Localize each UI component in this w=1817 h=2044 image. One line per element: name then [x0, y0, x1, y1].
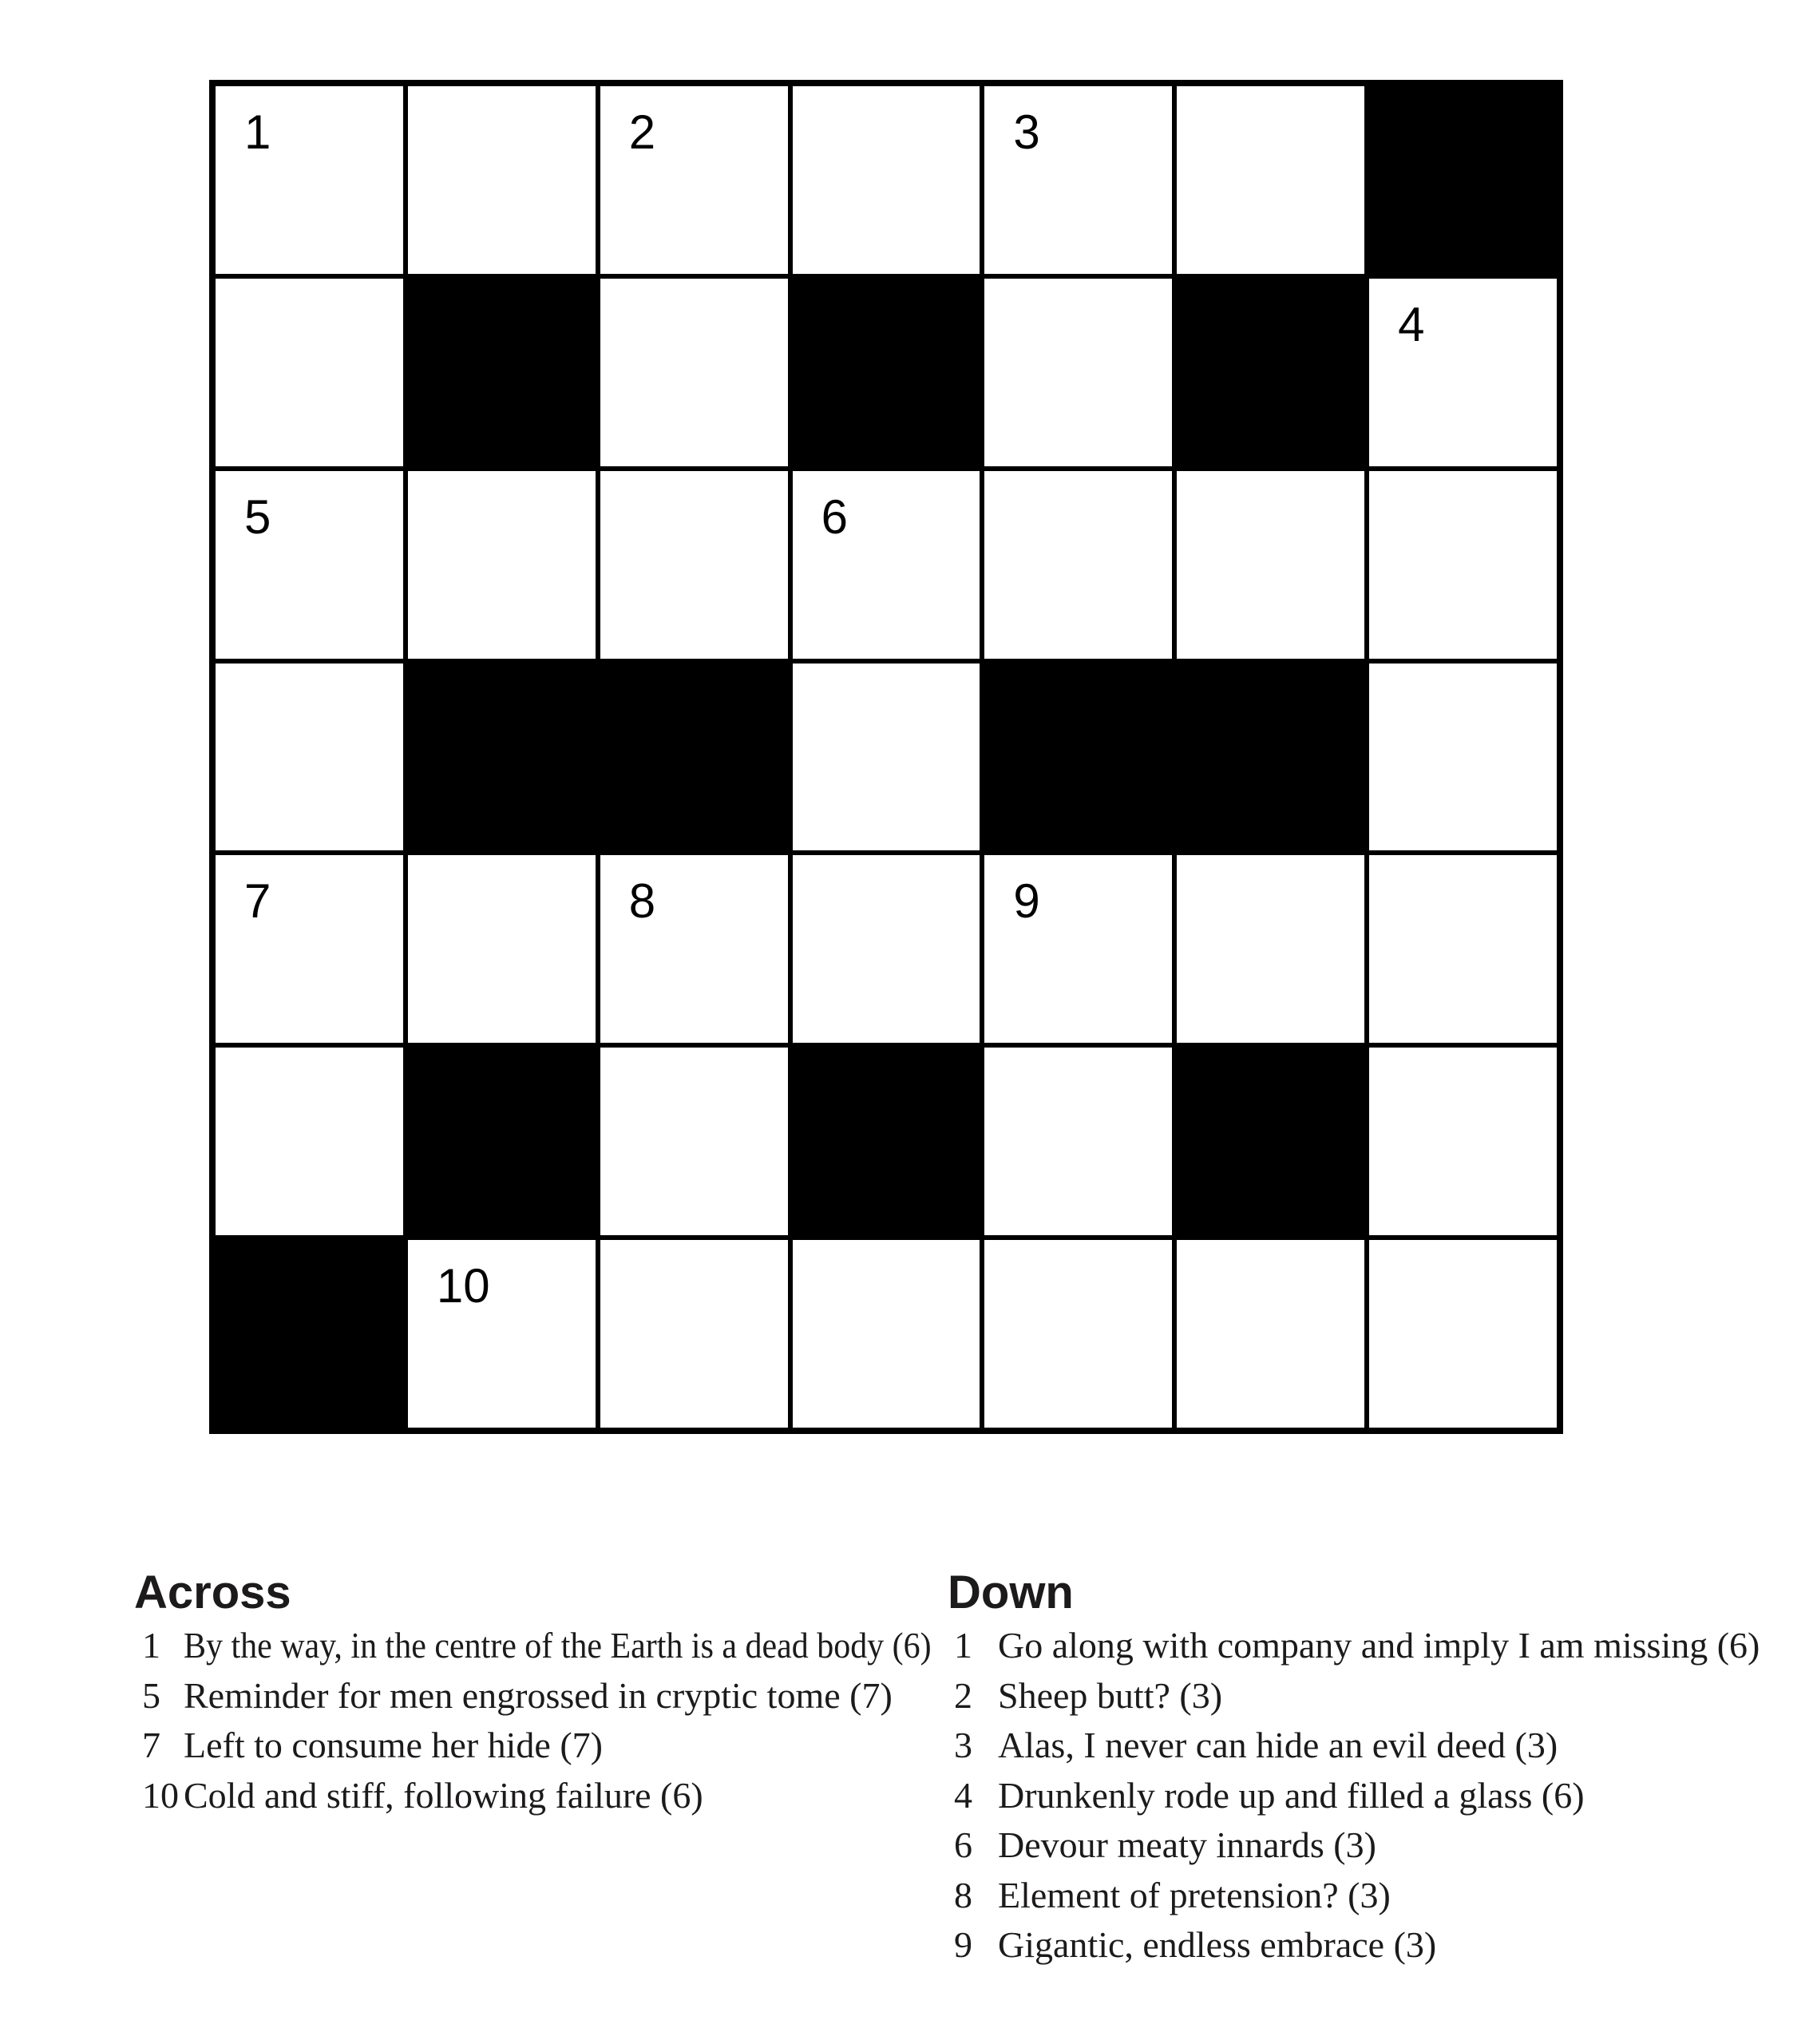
clue-text: Drunkenly rode up and filled a glass (6) [998, 1774, 1585, 1816]
cell-number: 3 [1013, 105, 1040, 159]
cell-number: 9 [1013, 874, 1040, 929]
grid-cell-r2c3[interactable] [600, 279, 788, 466]
grid-cell-r5c4[interactable] [793, 855, 980, 1043]
clue-across-7 [142, 1721, 1004, 1771]
black-cell-r6c6 [1177, 1048, 1364, 1235]
grid-cell-r7c2[interactable] [408, 1240, 596, 1428]
cell-number: 2 [628, 105, 656, 159]
black-cell-r4c5 [984, 664, 1172, 851]
clue-number: 7 [142, 1725, 160, 1765]
grid-cell-r7c4[interactable] [793, 1240, 980, 1428]
cell-number: 7 [244, 874, 271, 929]
black-cell-r4c6 [1177, 664, 1364, 851]
grid-cell-r5c1[interactable] [216, 855, 403, 1043]
grid-cell-r2c5[interactable] [984, 279, 1172, 466]
black-cell-r2c6 [1177, 279, 1364, 466]
black-cell-r4c3 [600, 664, 788, 851]
clue-down-1 [954, 1621, 1760, 1671]
cell-number: 1 [244, 105, 271, 159]
grid-cell-r7c6[interactable] [1177, 1240, 1364, 1428]
cell-number: 8 [628, 874, 656, 929]
clue-number: 3 [954, 1725, 972, 1765]
clue-number: 6 [954, 1824, 972, 1865]
grid-cell-r5c6[interactable] [1177, 855, 1364, 1043]
clue-down-2 [954, 1671, 1760, 1721]
black-cell-r1c7 [1369, 86, 1557, 274]
black-cell-r2c2 [408, 279, 596, 466]
clue-down-9 [954, 1920, 1760, 1971]
clue-down-3 [954, 1721, 1760, 1771]
grid-cell-r5c7[interactable] [1369, 855, 1557, 1043]
grid-cell-r7c3[interactable] [600, 1240, 788, 1428]
grid-cell-r3c6[interactable] [1177, 471, 1364, 659]
clue-number: 1 [142, 1625, 160, 1666]
clue-across-1 [142, 1621, 1004, 1671]
clue-number: 2 [954, 1674, 972, 1716]
cell-number: 6 [821, 489, 848, 544]
clue-number: 8 [954, 1874, 972, 1915]
grid-cell-r3c1[interactable] [216, 471, 403, 659]
clue-text: Gigantic, endless embrace (3) [998, 1924, 1437, 1965]
grid-cell-r1c6[interactable] [1177, 86, 1364, 274]
grid-cell-r6c7[interactable] [1369, 1048, 1557, 1235]
clue-down-6 [954, 1820, 1760, 1871]
grid-cell-r1c3[interactable] [600, 86, 788, 274]
clue-text: By the way, in the centre of the Earth is a dead body (6) [184, 1625, 932, 1666]
grid-cell-r2c7[interactable] [1369, 279, 1557, 466]
grid-cell-r2c1[interactable] [216, 279, 403, 466]
grid-cell-r6c1[interactable] [216, 1048, 403, 1235]
grid-cell-r1c1[interactable] [216, 86, 403, 274]
grid-cell-r7c5[interactable] [984, 1240, 1172, 1428]
cell-number: 5 [244, 489, 271, 544]
clue-number: 1 [954, 1625, 972, 1666]
grid-cell-r4c7[interactable] [1369, 664, 1557, 851]
clue-across-5 [142, 1671, 1004, 1721]
grid-cell-r4c4[interactable] [793, 664, 980, 851]
crossword-grid [209, 80, 1563, 1434]
grid-cell-r5c2[interactable] [408, 855, 596, 1043]
across-heading: Across [134, 1567, 291, 1618]
across-clue-list [142, 1621, 1004, 1820]
grid-cell-r6c3[interactable] [600, 1048, 788, 1235]
grid-cell-r3c3[interactable] [600, 471, 788, 659]
down-heading: Down [948, 1567, 1074, 1618]
clue-text: Alas, I never can hide an evil deed (3) [998, 1725, 1558, 1765]
clue-across-10 [142, 1771, 1004, 1821]
clue-number: 4 [954, 1774, 972, 1816]
clue-number: 9 [954, 1924, 972, 1965]
grid-cell-r4c1[interactable] [216, 664, 403, 851]
clue-text: Go along with company and imply I am missing (6) [998, 1625, 1760, 1666]
grid-cell-r3c7[interactable] [1369, 471, 1557, 659]
clue-number: 5 [142, 1674, 160, 1716]
clue-number: 10 [142, 1774, 179, 1816]
grid-cell-r6c5[interactable] [984, 1048, 1172, 1235]
clue-text: Sheep butt? (3) [998, 1674, 1223, 1716]
clue-down-8 [954, 1871, 1760, 1921]
grid-cell-r1c2[interactable] [408, 86, 596, 274]
black-cell-r4c2 [408, 664, 596, 851]
black-cell-r7c1 [216, 1240, 403, 1428]
clue-down-4 [954, 1771, 1760, 1821]
grid-cell-r3c2[interactable] [408, 471, 596, 659]
black-cell-r6c2 [408, 1048, 596, 1235]
clue-text: Reminder for men engrossed in cryptic tome (7) [184, 1674, 893, 1716]
cell-number: 10 [436, 1259, 490, 1313]
cell-number: 4 [1398, 297, 1425, 351]
grid-cell-r3c4[interactable] [793, 471, 980, 659]
clue-text: Devour meaty innards (3) [998, 1824, 1376, 1865]
grid-cell-r7c7[interactable] [1369, 1240, 1557, 1428]
grid-cell-r5c3[interactable] [600, 855, 788, 1043]
clue-text: Element of pretension? (3) [998, 1874, 1391, 1915]
grid-cell-r1c4[interactable] [793, 86, 980, 274]
down-clue-list [954, 1621, 1760, 1971]
grid-cell-r3c5[interactable] [984, 471, 1172, 659]
grid-cell-r5c5[interactable] [984, 855, 1172, 1043]
black-cell-r2c4 [793, 279, 980, 466]
grid-cell-r1c5[interactable] [984, 86, 1172, 274]
black-cell-r6c4 [793, 1048, 980, 1235]
clue-text: Left to consume her hide (7) [184, 1725, 603, 1765]
clue-text: Cold and stiff, following failure (6) [184, 1774, 703, 1816]
